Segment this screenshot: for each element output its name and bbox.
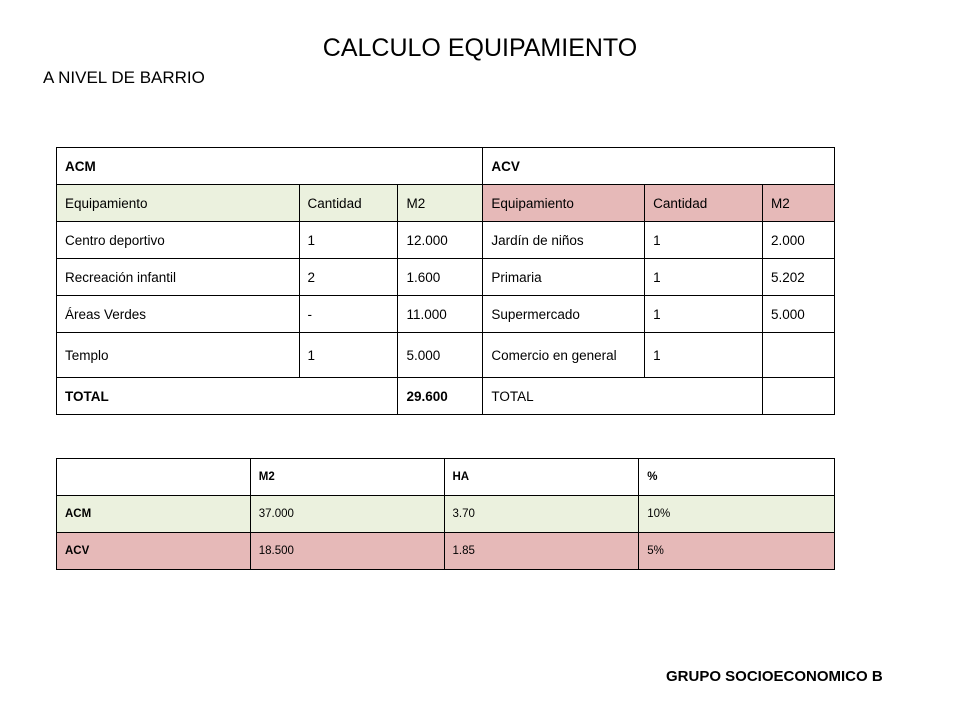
column-header-row (57, 185, 835, 222)
acv-cant-cell: 1 (645, 259, 763, 296)
acm-total-value: 29.600 (398, 378, 483, 415)
summary-ha: 1.85 (444, 533, 639, 570)
acv-equip-cell: Supermercado (483, 296, 645, 333)
acv-total-value (763, 378, 835, 415)
acv-equip-cell: Primaria (483, 259, 645, 296)
acv-cant-cell: 1 (645, 333, 763, 378)
summary-pct: 10% (639, 496, 835, 533)
summary-header-blank (57, 459, 251, 496)
table-row (57, 296, 835, 333)
header-acv-equipamiento: Equipamiento (483, 185, 645, 222)
acv-total-label: TOTAL (483, 378, 763, 415)
page-title: CALCULO EQUIPAMIENTO (322, 34, 638, 62)
acm-cant-cell: 2 (299, 259, 398, 296)
total-row (57, 378, 835, 415)
footer-group-label: GRUPO SOCIOECONOMICO B (666, 668, 883, 685)
acv-cant-cell: 1 (645, 222, 763, 259)
summary-label: ACV (57, 533, 251, 570)
group-header-acv: ACV (483, 148, 835, 185)
summary-row-acv (57, 533, 835, 570)
header-acv-cantidad: Cantidad (645, 185, 763, 222)
acm-m2-cell: 12.000 (398, 222, 483, 259)
page-subtitle: A NIVEL DE BARRIO (43, 68, 205, 87)
acm-total-label: TOTAL (57, 378, 398, 415)
table-row (57, 333, 835, 378)
group-header-acm: ACM (57, 148, 483, 185)
acm-m2-cell: 1.600 (398, 259, 483, 296)
acm-equip-cell: Centro deportivo (57, 222, 300, 259)
acv-m2-cell: 2.000 (763, 222, 835, 259)
summary-header-m2: M2 (250, 459, 444, 496)
summary-row-acm (57, 496, 835, 533)
acm-cant-cell: 1 (299, 222, 398, 259)
acv-equip-cell: Jardín de niños (483, 222, 645, 259)
summary-ha: 3.70 (444, 496, 639, 533)
header-acm-cantidad: Cantidad (299, 185, 398, 222)
summary-header-pct: % (639, 459, 835, 496)
acm-m2-cell: 5.000 (398, 333, 483, 378)
acm-m2-cell: 11.000 (398, 296, 483, 333)
equipment-table (56, 147, 835, 415)
table-row (57, 222, 835, 259)
summary-label: ACM (57, 496, 251, 533)
summary-pct: 5% (639, 533, 835, 570)
summary-header-row (57, 459, 835, 496)
header-acm-m2: M2 (398, 185, 483, 222)
summary-m2: 18.500 (250, 533, 444, 570)
acv-cant-cell: 1 (645, 296, 763, 333)
group-header-row (57, 148, 835, 185)
acm-equip-cell: Recreación infantil (57, 259, 300, 296)
acm-cant-cell: - (299, 296, 398, 333)
acm-cant-cell: 1 (299, 333, 398, 378)
acv-m2-cell (763, 333, 835, 378)
header-acm-equipamiento: Equipamiento (57, 185, 300, 222)
acm-equip-cell: Áreas Verdes (57, 296, 300, 333)
header-acv-m2: M2 (763, 185, 835, 222)
summary-header-ha: HA (444, 459, 639, 496)
table-row (57, 259, 835, 296)
acv-m2-cell: 5.202 (763, 259, 835, 296)
acv-m2-cell: 5.000 (763, 296, 835, 333)
summary-m2: 37.000 (250, 496, 444, 533)
summary-table (56, 458, 835, 570)
acv-equip-cell: Comercio en general (483, 333, 645, 378)
acm-equip-cell: Templo (57, 333, 300, 378)
